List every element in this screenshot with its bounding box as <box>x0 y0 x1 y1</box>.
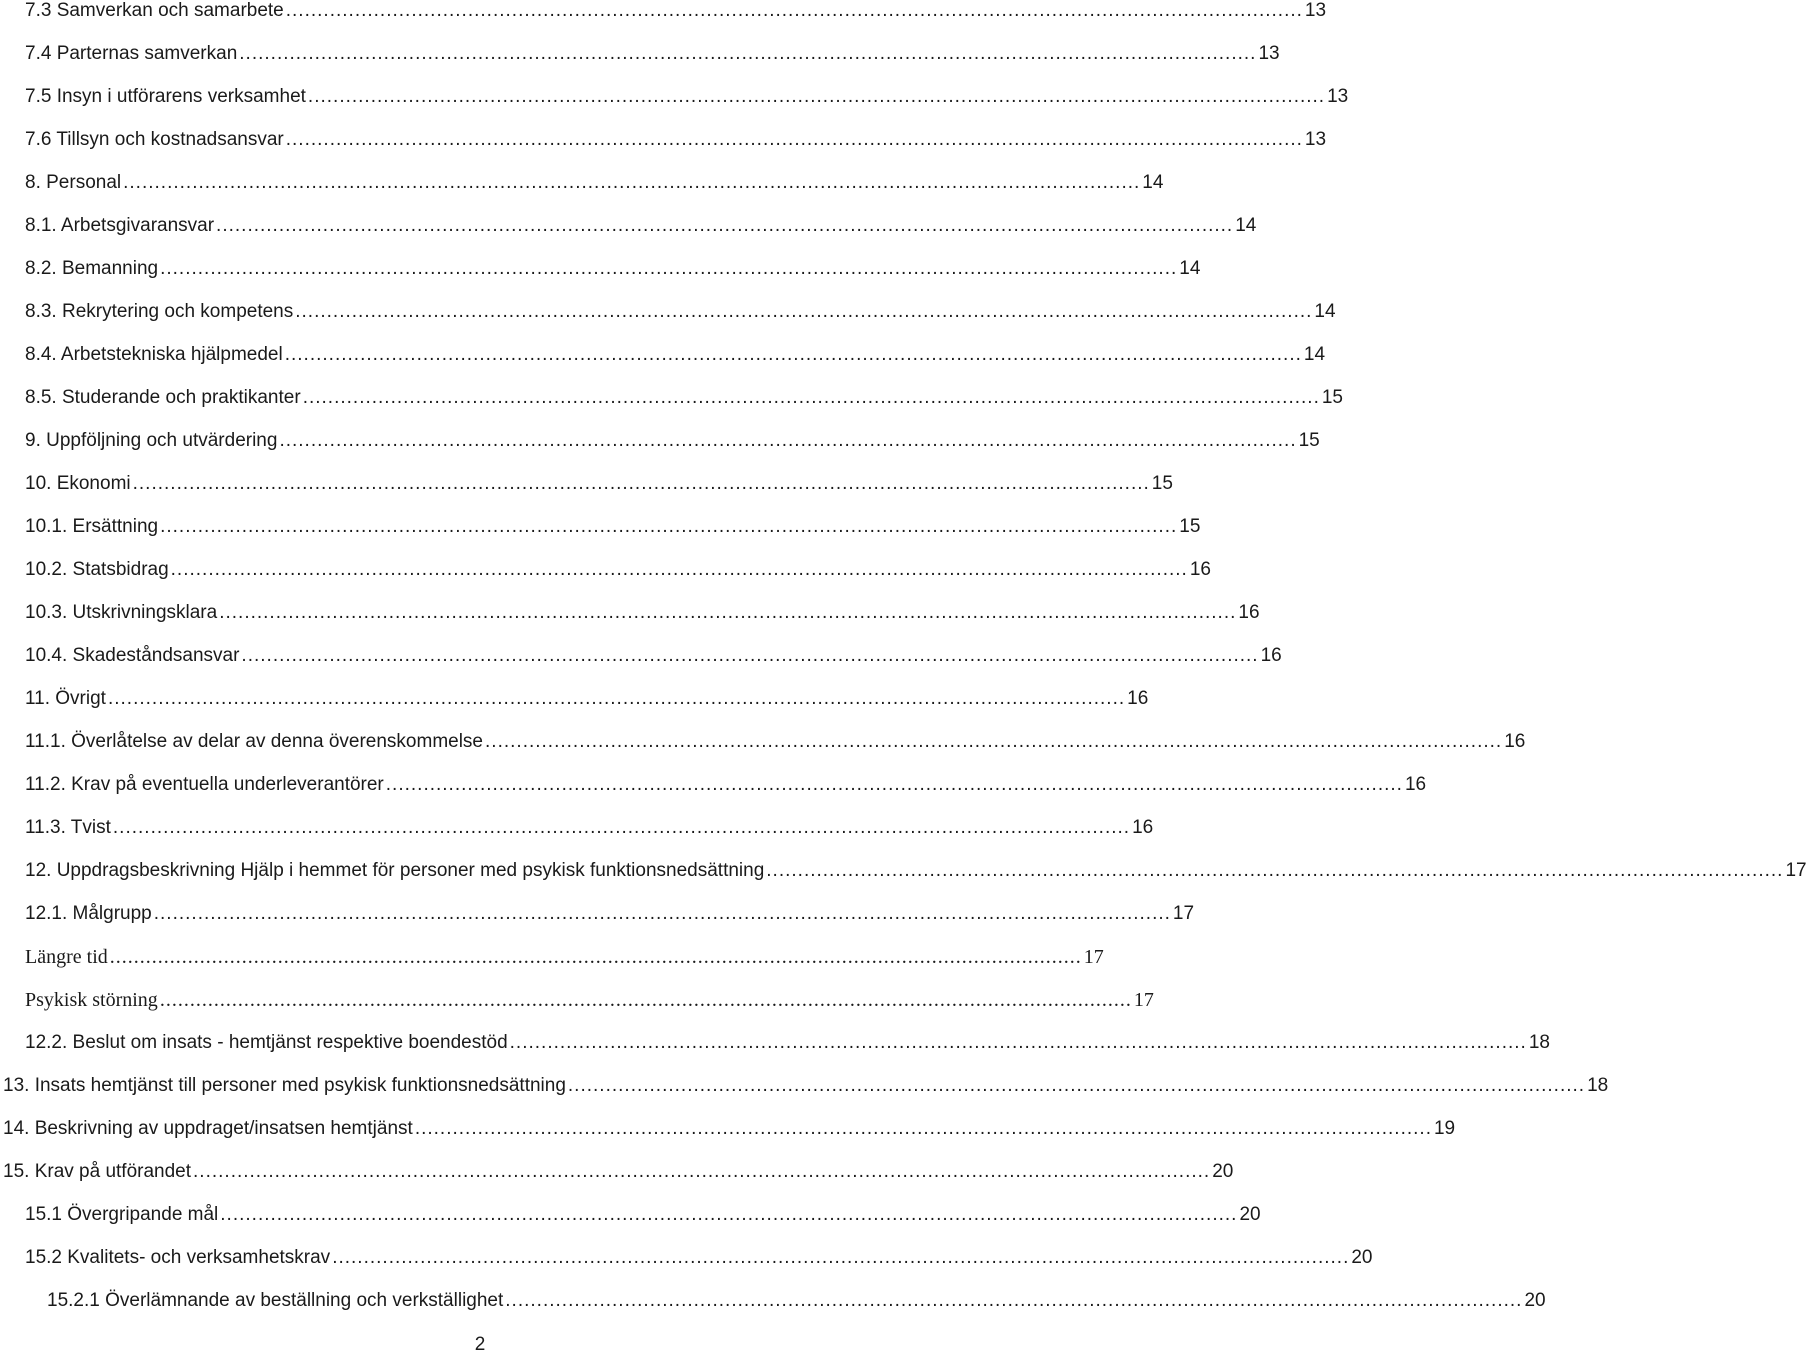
toc-entry[interactable] <box>25 598 1260 628</box>
toc-leader-dots: .................................................................................................................................................................. <box>285 129 1303 150</box>
toc-entry[interactable] <box>25 856 1807 886</box>
toc-leader-dots: .................................................................................................................................................................. <box>193 1161 1211 1182</box>
toc-entry-label: 8.1. Arbetsgivaransvar <box>25 215 215 236</box>
toc-leader-dots: .................................................................................................................................................................. <box>220 1204 1238 1225</box>
toc-entry-label: Psykisk störning <box>25 989 158 1011</box>
toc-entry-label: 10.4. Skadeståndsansvar <box>25 645 240 666</box>
toc-leader-dots: .................................................................................................................................................................. <box>160 516 1178 537</box>
toc-entry-page: 14 <box>1303 344 1326 365</box>
toc-leader-dots: .................................................................................................................................................................. <box>284 344 1302 365</box>
toc-leader-dots: .................................................................................................................................................................. <box>109 946 1082 968</box>
toc-entry[interactable] <box>3 1157 1234 1187</box>
toc-entry-label: 10. Ekonomi <box>25 473 131 494</box>
toc-entry-label: 7.5 Insyn i utförarens verksamhet <box>25 86 306 107</box>
toc-entry[interactable] <box>25 770 1427 800</box>
toc-leader-dots: .................................................................................................................................................................. <box>307 86 1326 107</box>
toc-entry-page: 18 <box>1528 1032 1550 1053</box>
toc-entry-page: 14 <box>1314 301 1336 322</box>
toc-entry-label: 11. Övrigt <box>25 688 106 709</box>
toc-entry[interactable] <box>25 555 1211 585</box>
toc-entry-label: 8.2. Bemanning <box>25 258 159 279</box>
toc-leader-dots: .................................................................................................................................................................. <box>132 473 1150 494</box>
toc-entry-label: 10.1. Ersättning <box>25 516 159 537</box>
toc-entry-label: 12.1. Målgrupp <box>25 903 152 924</box>
toc-leader-dots: .................................................................................................................................................................. <box>239 43 1257 64</box>
toc-leader-dots: .................................................................................................................................................................. <box>414 1118 1432 1139</box>
toc-entry[interactable] <box>25 383 1343 413</box>
toc-entry-label: 12.2. Beslut om insats - hemtjänst respektive boendestöd <box>25 1032 508 1053</box>
toc-leader-dots: .................................................................................................................................................................. <box>107 688 1126 709</box>
toc-entry-label: 7.4 Parternas samverkan <box>25 43 238 64</box>
toc-entry[interactable] <box>25 512 1201 542</box>
toc-leader-dots: .................................................................................................................................................................. <box>295 301 1313 322</box>
toc-entry[interactable] <box>25 426 1320 456</box>
toc-entry-page: 15 <box>1179 516 1201 537</box>
toc-entry[interactable] <box>25 254 1201 284</box>
toc-entry-page: 20 <box>1351 1247 1373 1268</box>
toc-entry[interactable] <box>3 1114 1456 1144</box>
toc-entry-page: 20 <box>1212 1161 1234 1182</box>
toc-entry-label: 15.2.1 Överlämnande av beställning och verkställighet <box>47 1290 504 1311</box>
toc-entry[interactable] <box>25 727 1526 757</box>
toc-entry-page: 16 <box>1404 774 1427 795</box>
toc-entry-page: 16 <box>1189 559 1211 580</box>
toc-entry-label: 12. Uppdragsbeskrivning Hjälp i hemmet för personer med psykisk funktionsnedsättning <box>25 860 765 881</box>
toc-leader-dots: .................................................................................................................................................................. <box>505 1290 1523 1311</box>
toc-entry-label: 13. Insats hemtjänst till personer med psykisk funktionsnedsättning <box>3 1075 566 1096</box>
toc-entry[interactable] <box>25 168 1164 198</box>
toc-entry-label: 7.3 Samverkan och samarbete <box>25 0 284 21</box>
toc-entry-page: 13 <box>1304 0 1327 21</box>
toc-entry-label: Längre tid <box>25 946 108 968</box>
toc-entry-page: 15 <box>1151 473 1173 494</box>
toc-entry-page: 17 <box>1083 946 1104 968</box>
page-number: 2 <box>474 1334 486 1355</box>
toc-entry[interactable] <box>3 1071 1609 1101</box>
toc-entry[interactable] <box>25 340 1326 370</box>
toc-entry-label: 11.1. Överlåtelse av delar av denna överenskommelse <box>25 731 484 752</box>
toc-entry[interactable] <box>25 39 1280 69</box>
toc-entry-page: 13 <box>1304 129 1327 150</box>
toc-entry-label: 8.5. Studerande och praktikanter <box>25 387 301 408</box>
toc-entry-label: 8.4. Arbetstekniska hjälpmedel <box>25 344 283 365</box>
toc-entry-label: 8.3. Rekrytering och kompetens <box>25 301 294 322</box>
toc-entry-page: 13 <box>1258 43 1280 64</box>
toc-leader-dots: .................................................................................................................................................................. <box>112 817 1131 838</box>
toc-entry[interactable] <box>25 899 1195 929</box>
toc-leader-dots: .................................................................................................................................................................. <box>766 860 1784 881</box>
toc-entry-page: 19 <box>1433 1118 1456 1139</box>
toc-entry-label: 11.2. Krav på eventuella underleverantörer <box>25 774 384 795</box>
toc-leader-dots: .................................................................................................................................................................. <box>509 1032 1527 1053</box>
toc-entry[interactable] <box>25 82 1349 112</box>
toc-entry-page: 16 <box>1238 602 1260 623</box>
toc-entry[interactable] <box>25 1028 1550 1058</box>
toc-leader-dots: .................................................................................................................................................................. <box>285 0 1303 21</box>
toc-leader-dots: .................................................................................................................................................................. <box>279 430 1297 451</box>
toc-entry-page: 16 <box>1132 817 1154 838</box>
toc-leader-dots: .................................................................................................................................................................. <box>170 559 1188 580</box>
toc-entry-page: 16 <box>1504 731 1526 752</box>
toc-leader-dots: .................................................................................................................................................................. <box>241 645 1259 666</box>
toc-leader-dots: .................................................................................................................................................................. <box>219 602 1237 623</box>
toc-entry-page: 18 <box>1587 1075 1609 1096</box>
toc-entry-page: 17 <box>1172 903 1195 924</box>
toc-entry-label: 10.2. Statsbidrag <box>25 559 169 580</box>
toc-entry-page: 16 <box>1260 645 1282 666</box>
toc-leader-dots: .................................................................................................................................................................. <box>385 774 1403 795</box>
toc-entry-page: 17 <box>1133 989 1154 1011</box>
toc-entry-label: 15.1 Övergripande mål <box>25 1204 219 1225</box>
toc-leader-dots: .................................................................................................................................................................. <box>332 1247 1350 1268</box>
toc-entry-label: 15.2 Kvalitets- och verksamhetskrav <box>25 1247 331 1268</box>
toc-leader-dots: .................................................................................................................................................................. <box>302 387 1320 408</box>
toc-entry-page: 13 <box>1327 86 1349 107</box>
toc-entry[interactable] <box>25 0 1327 26</box>
toc-entry[interactable] <box>25 469 1173 499</box>
toc-leader-dots: .................................................................................................................................................................. <box>159 989 1132 1011</box>
toc-entry-page: 14 <box>1179 258 1201 279</box>
toc-entry[interactable] <box>25 125 1327 155</box>
toc-entry-label: 8. Personal <box>25 172 122 193</box>
toc-leader-dots: .................................................................................................................................................................. <box>153 903 1171 924</box>
toc-leader-dots: .................................................................................................................................................................. <box>160 258 1178 279</box>
toc-entry[interactable] <box>25 297 1336 327</box>
toc-entry[interactable] <box>25 1200 1261 1230</box>
toc-leader-dots: .................................................................................................................................................................. <box>216 215 1234 236</box>
toc-entry-label: 14. Beskrivning av uppdraget/insatsen hemtjänst <box>3 1118 413 1139</box>
toc-leader-dots: .................................................................................................................................................................. <box>567 1075 1586 1096</box>
toc-entry[interactable] <box>25 813 1154 843</box>
toc-entry-page: 15 <box>1298 430 1320 451</box>
toc-entry-page: 20 <box>1524 1290 1546 1311</box>
toc-leader-dots: .................................................................................................................................................................. <box>123 172 1141 193</box>
toc-entry-page: 15 <box>1321 387 1343 408</box>
toc-entry[interactable] <box>25 641 1282 671</box>
toc-entry[interactable] <box>47 1286 1546 1316</box>
toc-entry-label: 10.3. Utskrivningsklara <box>25 602 218 623</box>
toc-leader-dots: .................................................................................................................................................................. <box>485 731 1503 752</box>
toc-entry-label: 7.6 Tillsyn och kostnadsansvar <box>25 129 284 150</box>
toc-entry[interactable] <box>25 942 1104 972</box>
toc-entry-page: 14 <box>1235 215 1257 236</box>
toc-entry[interactable] <box>25 684 1149 714</box>
toc-entry-label: 11.3. Tvist <box>25 817 111 838</box>
toc-entry-page: 20 <box>1239 1204 1261 1225</box>
toc-entry-label: 9. Uppföljning och utvärdering <box>25 430 278 451</box>
toc-entry[interactable] <box>25 985 1154 1015</box>
toc-entry[interactable] <box>25 211 1257 241</box>
toc-entry[interactable] <box>25 1243 1373 1273</box>
toc-entry-page: 17 <box>1785 860 1807 881</box>
toc-entry-page: 16 <box>1127 688 1149 709</box>
toc-entry-page: 14 <box>1142 172 1164 193</box>
toc-entry-label: 15. Krav på utförandet <box>3 1161 192 1182</box>
